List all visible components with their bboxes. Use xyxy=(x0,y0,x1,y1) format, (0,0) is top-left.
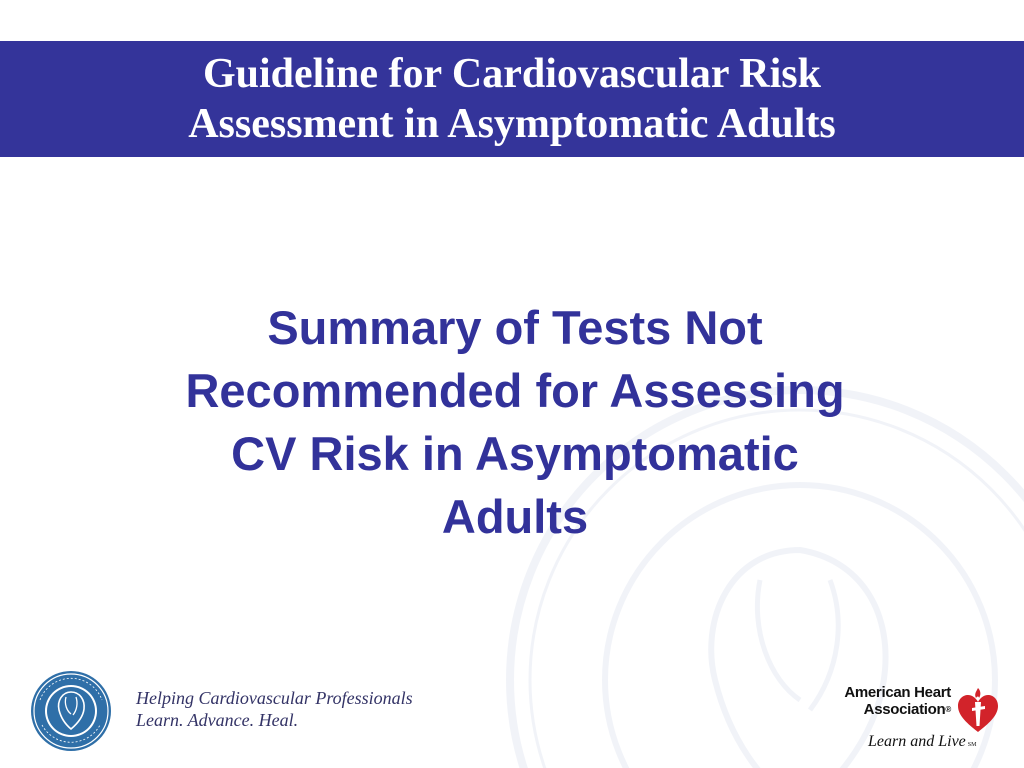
acc-tagline xyxy=(136,687,413,731)
slide-title-line-4: Adults xyxy=(441,490,589,543)
acc-tagline-line-2: Learn. Advance. Heal. xyxy=(136,710,299,730)
aha-registered-mark: ® xyxy=(945,705,951,714)
acc-tagline-line-1: Helping Cardiovascular Professionals xyxy=(136,688,413,708)
aha-logo xyxy=(826,684,1016,758)
aha-name-line-2: Association xyxy=(863,701,946,718)
header-band xyxy=(0,41,1024,157)
slide-title xyxy=(100,296,930,548)
aha-service-mark: SM xyxy=(967,742,977,748)
header-title-line-1: Guideline for Cardiovascular Risk xyxy=(202,51,821,97)
header-title-line-2: Assessment in Asymptomatic Adults xyxy=(188,101,836,147)
acc-seal-icon xyxy=(30,670,112,752)
aha-motto-text: Learn and Live xyxy=(868,733,966,750)
aha-motto xyxy=(868,732,976,755)
slide-title-line-2: Recommended for Assessing xyxy=(185,364,845,417)
heart-torch-icon xyxy=(952,684,1004,736)
slide-title-line-3: CV Risk in Asymptomatic xyxy=(231,427,799,480)
aha-name-line-1: American Heart xyxy=(844,684,951,701)
slide-title-line-1: Summary of Tests Not xyxy=(267,301,763,354)
aha-name xyxy=(826,684,951,718)
